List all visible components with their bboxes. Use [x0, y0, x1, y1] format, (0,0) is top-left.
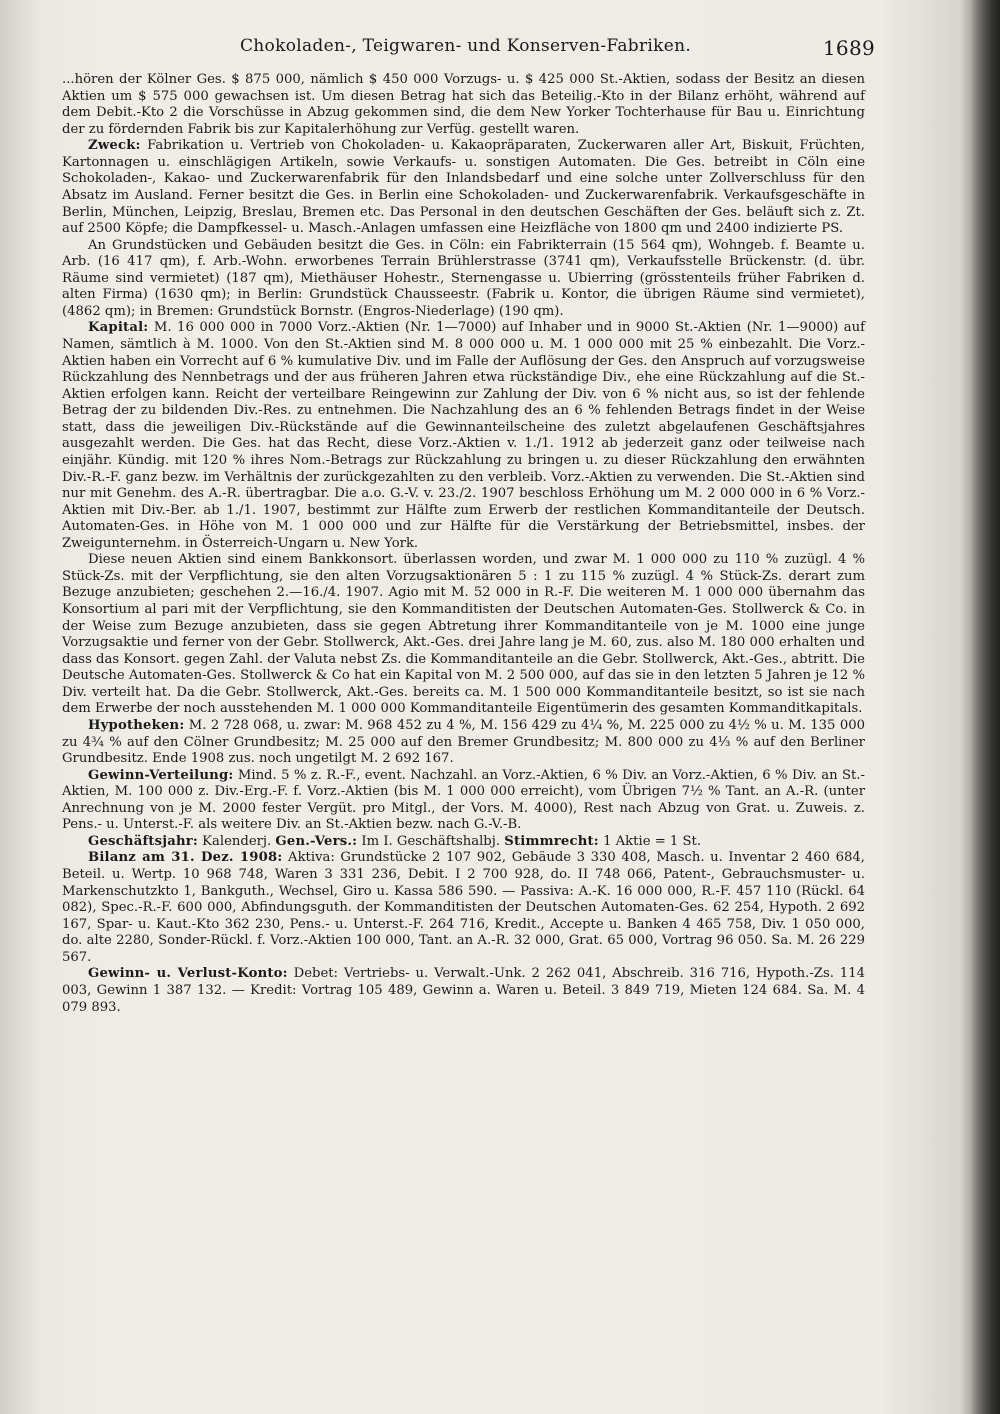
running-title: Chokoladen-, Teigwaren- und Konserven-Fabriken. [240, 36, 692, 56]
section-label: Bilanz am 31. Dez. 1908: [88, 850, 283, 866]
paragraph-text: Mind. 5 % z. R.-F., event. Nachzahl. an Vorz.-Aktien, 6 % Div. an Vorz.-Aktien, 6 % Div. an St.-Aktien, M. 100 000 z. Div.-Erg.-F. f. Vorz.-Aktien (bis M. 1 000 000 erreicht), vom Übrigen 7½ % Tant. an A.-R. (unter Anrechnung von je M. 2000 fester Vergüt. pro Mitgl., der Vors. M. 4000), Rest nach Abzug von Grat. u. Zuweis. z. Pens.- u. Unterst.-F. als weitere Div. an St.-Aktien bezw. nach G.-V.-B. [62, 767, 865, 833]
page-number: 1689 [822, 36, 875, 60]
paragraph-text: M. 2 728 068, u. zwar: M. 968 452 zu 4 %, M. 156 429 zu 4¼ %, M. 225 000 zu 4½ % u. M. 135 000 zu 4¾ % auf den Cölner Grundbesitz; M. 25 000 auf den Bremer Grundbesitz; M. 800 000 zu 4⅓ % auf den Berliner Grundbesitz. Ende 1908 zus. noch ungetilgt M. 2 692 167. [62, 717, 865, 767]
page-header [60, 36, 875, 62]
paragraph-grundstuecke [62, 238, 865, 321]
paragraph-text: Debet: Vertriebs- u. Verwalt.-Unk. 2 262 041, Abschreib. 316 716, Hypoth.-Zs. 114 003, Gewinn 1 387 132. — Kredit: Vortrag 105 489, Gewinn a. Waren u. Beteil. 3 849 719, Mieten 124 684. Sa. M. 4 079 893. [62, 966, 865, 1015]
paragraph-zweck [62, 138, 865, 237]
paragraph-hypotheken [62, 718, 865, 768]
page-body [62, 72, 865, 1016]
paragraph-text: ...hören der Kölner Ges. $ 875 000, nämlich $ 450 000 Vorzugs- u. $ 425 000 St.-Aktien, sodass der Besitz an diesen Aktien um $ 575 000 gewachsen ist. Um diesen Betrag hat sich das Beteilig.-Kto in der Bilanz erhöht, während auf dem Debit.-Kto 2 die Vorschüsse in Abzug gekommen sind, die dem New Yorker Tochterhause für Bau u. Einrichtung der zu fördernden Fabrik bis zur Kapitalerhöhung zur Verfüg. gestellt waren. [62, 72, 865, 137]
paragraph-text: Kalenderj. [202, 833, 272, 849]
paragraph-text-stimmrecht: 1 Aktie = 1 St. [603, 833, 702, 849]
paragraph-bilanz [62, 850, 865, 966]
paragraph-gewinn-verteilung [62, 768, 865, 834]
paragraph-text: An Grundstücken und Gebäuden besitzt die Ges. in Cöln: ein Fabrikterrain (15 564 qm), Wohngeb. f. Beamte u. Arb. (16 417 qm), f. Arb.-Wohn. erworbenes Terrain Brühlerstrasse (3741 qm), Verkaufsstelle Brückenstr. (d. übr. Räume sind vermietet) (187 qm), Miethäuser Hohestr., Sternengasse u. Ubierring (grösstenteils früher Fabriken d. alten Firma) (1630 qm); in Berlin: Grundstück Chausseestr. (Fabrik u. Kontor, die übrigen Räume sind vermietet), (4862 qm); in Bremen: Grundstück Bornstr. (Engros-Niederlage) (190 qm). [62, 237, 865, 319]
paragraph-intro [62, 72, 865, 138]
paragraph-kapital [62, 320, 865, 552]
section-label: Hypotheken: [88, 717, 185, 733]
section-label: Zweck: [88, 138, 141, 154]
section-label: Gewinn-Verteilung: [88, 767, 234, 783]
paragraph-text: Aktiva: Grundstücke 2 107 902, Gebäude 3 330 408, Masch. u. Inventar 2 460 684, Beteil. u. Wertp. 10 968 748, Waren 3 331 236, Debit. I 2 700 928, do. II 748 066, Patent-, Gebrauchsmuster- u. Markenschutzkto 1, Bankguth., Wechsel, Giro u. Kassa 586 590. — Passiva: A.-K. 16 000 000, R.-F. 457 110 (Rückl. 64 082), Spec.-R.-F. 600 000, Abfindungsguth. der Kommanditisten der Deutschen Automaten-Ges. 62 254, Hypoth. 2 692 167, Spar- u. Kaut.-Kto 362 230, Pens.- u. Unterst.-F. 264 716, Kredit., Accepte u. Banken 4 465 758, Div. 1 050 000, do. alte 2280, Sonder-Rückl. f. Vorz.-Aktien 100 000, Tant. an A.-R. 32 000, Grat. 65 000, Vortrag 96 050. Sa. M. 26 229 567. [62, 850, 865, 965]
paragraph-text: Diese neuen Aktien sind einem Bankkonsort. überlassen worden, und zwar M. 1 000 000 zu 110 % zuzügl. 4 % Stück-Zs. mit der Verpflichtung, sie den alten Vorzugsaktionären 5 : 1 zu 115 % zuzügl. 4 % Stück-Zs. derart zum Bezuge anzubieten; geschehen 2.—16./4. 1907. Agio mit M. 52 000 in R.-F. Die weiteren M. 1 000 000 übernahm das Konsortium al pari mit der Verpflichtung, sie den Kommanditisten der Deutschen Automaten-Ges. Stollwerck & Co. in der Weise zum Bezuge anzubieten, dass sie gegen Abtretung ihrer Kommanditanteile von je M. 1000 eine junge Vorzugsaktie und ferner von der Gebr. Stollwerck, Akt.-Ges. drei Jahre lang je M. 60, zus. also M. 180 000 erhalten und dass das Konsort. gegen Zahl. der Valuta nebst Zs. die Kommanditanteile an die Gebr. Stollwerck, Akt.-Ges., abtritt. Die Deutsche Automaten-Ges. Stollwerck & Co hat ein Kapital von M. 2 500 000, auf das sie in den letzten 5 Jahren je 12 % Div. verteilt hat. Da die Gebr. Stollwerck, Akt.-Ges. bereits ca. M. 1 500 000 Kommanditanteile besitzt, so ist sie nach dem Erwerbe der noch ausstehenden M. 1 000 000 Kommanditanteile Eigentümerin des gesamten Kommanditkapitals. [62, 552, 865, 717]
section-label-stimmrecht: Stimmrecht: [504, 833, 599, 849]
paragraph-konsortium [62, 552, 865, 718]
page-edge-shadow [970, 0, 1000, 1414]
paragraph-text: Fabrikation u. Vertrieb von Chokoladen- u. Kakaopräparaten, Zuckerwaren aller Art, Biskuit, Früchten, Kartonnagen u. einschlägigen Artikeln, sowie Verkaufs- u. sonstigen Automaten. Die Ges. betreibt in Cöln eine Schokoladen-, Kakao- und Zuckerwarenfabrik für den Inlandsbedarf und eine solche unter Zollverschluss für den Absatz im Ausland. Ferner besitzt die Ges. in Berlin eine Schokoladen- und Zuckerwarenfabrik. Verkaufsgeschäfte in Berlin, München, Leipzig, Breslau, Bremen etc. Das Personal in den deutschen Geschäften der Ges. beläuft sich z. Zt. auf 2500 Köpfe; die Dampfkessel- u. Masch.-Anlagen umfassen eine Heizfläche von 1800 qm und 2400 indizierte PS. [62, 138, 865, 237]
paragraph-gewinn-verlust [62, 966, 865, 1016]
paragraph-text: M. 16 000 000 in 7000 Vorz.-Aktien (Nr. 1—7000) auf Inhaber und in 9000 St.-Aktien (Nr. 1—9000) auf Namen, sämtlich à M. 1000. Von den St.-Aktien sind M. 8 000 000 u. M. 1 000 000 mit 25 % einbezahlt. Die Vorz.-Aktien haben ein Vorrecht auf 6 % kumulative Div. und im Falle der Auflösung der Ges. den Anspruch auf vorzugsweise Rückzahlung des Nennbetrags und der aus früheren Jahren etwa rückständige Div., ehe eine Rückzahlung auf die St.-Aktien erfolgen kann. Reicht der verteilbare Reingewinn zur Zahlung der Div. von 6 % nicht aus, so ist der fehlende Betrag der zu bildenden Div.-Res. zu entnehmen. Die Nachzahlung des an 6 % fehlenden Betrags findet in der Weise statt, dass die jeweiligen Div.-Rückstände auf die Gewinnanteilscheine des zuletzt abgelaufenen Geschäftsjahres ausgezahlt werden. Die Ges. hat das Recht, diese Vorz.-Aktien v. 1./1. 1912 ab jederzeit ganz oder teilweise nach einjähr. Kündig. mit 120 % ihres Nom.-Betrags zur Rückzahlung zu bringen u. zu dieser Rückzahlung den erwähnten Div.-R.-F. ganz bezw. im Verhältnis der zurückgezahlten zu den verbleib. Vorz.-Aktien zu verwenden. Die St.-Aktien sind nur mit Genehm. des A.-R. übertragbar. Die a.o. G.-V. v. 23./2. 1907 beschloss Erhöhung um M. 2 000 000 in 6 % Vorz.-Aktien mit Div.-Ber. ab 1./1. 1907, bestimmt zur Hälfte zum Erwerb der restlichen Kommanditanteile der Deutsch. Automaten-Ges. in Höhe von M. 1 000 000 und zur Hälfte für die Verstärkung der Betriebsmittel, insbes. der Zweigunternehm. in Österreich-Ungarn u. New York. [62, 320, 865, 551]
section-label: Gewinn- u. Verlust-Konto: [88, 966, 288, 982]
paragraph-text-gen-vers: Im I. Geschäftshalbj. [361, 833, 501, 849]
section-label-gen-vers: Gen.-Vers.: [275, 833, 358, 849]
section-label: Kapital: [88, 320, 149, 336]
section-label: Geschäftsjahr: [88, 833, 198, 849]
paragraph-geschaeftsjahr [62, 834, 865, 851]
